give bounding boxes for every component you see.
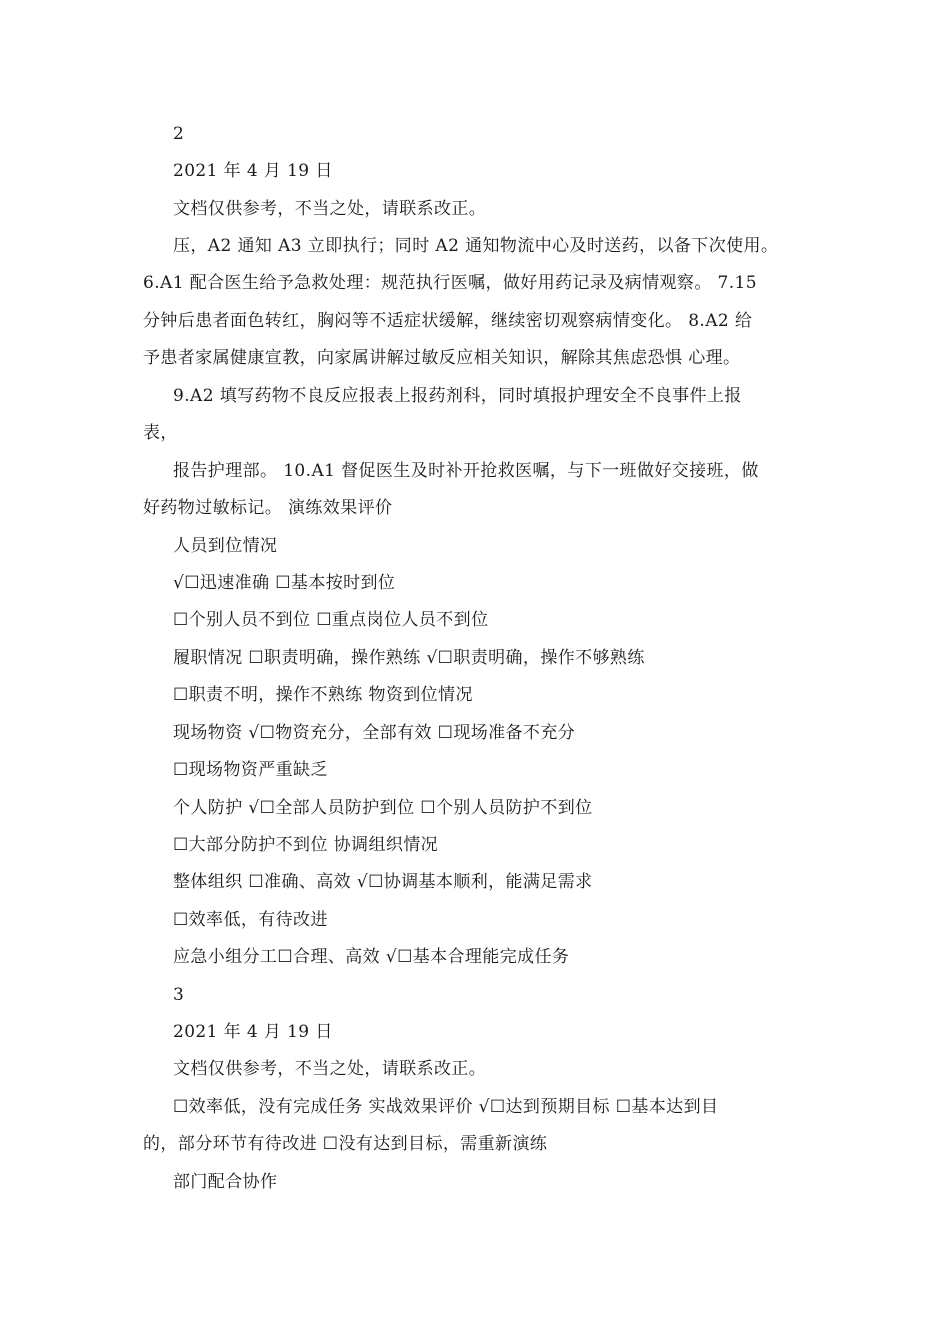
body-line: 报告护理部。 10.A1 督促医生及时补开抢救医嘱，与下一班做好交接班，做 <box>173 461 759 481</box>
checklist-line: ☐个别人员不到位 ☐重点岗位人员不到位 <box>173 610 489 630</box>
checklist-line: 履职情况 ☐职责明确，操作熟练 √☐职责明确，操作不够熟练 <box>173 648 645 668</box>
checklist-line: ☐现场物资严重缺乏 <box>173 760 328 780</box>
date-line: 2021 年 4 月 19 日 <box>173 161 333 181</box>
section-heading: 人员到位情况 <box>173 536 278 556</box>
checklist-line: ☐职责不明，操作不熟练 物资到位情况 <box>173 685 473 705</box>
checklist-line: 的，部分环节有待改进 ☐没有达到目标，需重新演练 <box>143 1134 548 1154</box>
page-number: 2 <box>173 124 185 144</box>
disclaimer-line: 文档仅供参考，不当之处，请联系改正。 <box>173 199 487 219</box>
page-number: 3 <box>173 985 185 1005</box>
checklist-line: √☐迅速准确 ☐基本按时到位 <box>173 573 396 593</box>
disclaimer-line: 文档仅供参考，不当之处，请联系改正。 <box>173 1059 487 1079</box>
body-line: 分钟后患者面色转红，胸闷等不适症状缓解，继续密切观察病情变化。 8.A2 给 <box>143 311 753 331</box>
checklist-line: 应急小组分工☐合理、高效 √☐基本合理能完成任务 <box>173 947 570 967</box>
body-line: 压，A2 通知 A3 立即执行；同时 A2 通知物流中心及时送药，以备下次使用。 <box>173 236 779 256</box>
checklist-line: 现场物资 √☐物资充分，全部有效 ☐现场准备不充分 <box>173 723 576 743</box>
checklist-line: ☐效率低，没有完成任务 实战效果评价 √☐达到预期目标 ☐基本达到目 <box>173 1097 719 1117</box>
checklist-line: ☐大部分防护不到位 协调组织情况 <box>173 835 439 855</box>
checklist-line: ☐效率低，有待改进 <box>173 910 328 930</box>
body-line: 6.A1 配合医生给予急救处理：规范执行医嘱，做好用药记录及病情观察。 7.15 <box>143 273 757 293</box>
section-heading: 部门配合协作 <box>173 1172 278 1192</box>
body-line: 9.A2 填写药物不良反应报表上报药剂科，同时填报护理安全不良事件上报 <box>173 386 742 406</box>
checklist-line: 整体组织 ☐准确、高效 √☐协调基本顺利，能满足需求 <box>173 872 593 892</box>
body-line: 表， <box>143 423 178 443</box>
body-line: 好药物过敏标记。 演练效果评价 <box>143 498 393 518</box>
checklist-line: 个人防护 √☐全部人员防护到位 ☐个别人员防护不到位 <box>173 798 593 818</box>
date-line: 2021 年 4 月 19 日 <box>173 1022 333 1042</box>
body-line: 予患者家属健康宣教，向家属讲解过敏反应相关知识，解除其焦虑恐惧 心理。 <box>143 348 741 368</box>
